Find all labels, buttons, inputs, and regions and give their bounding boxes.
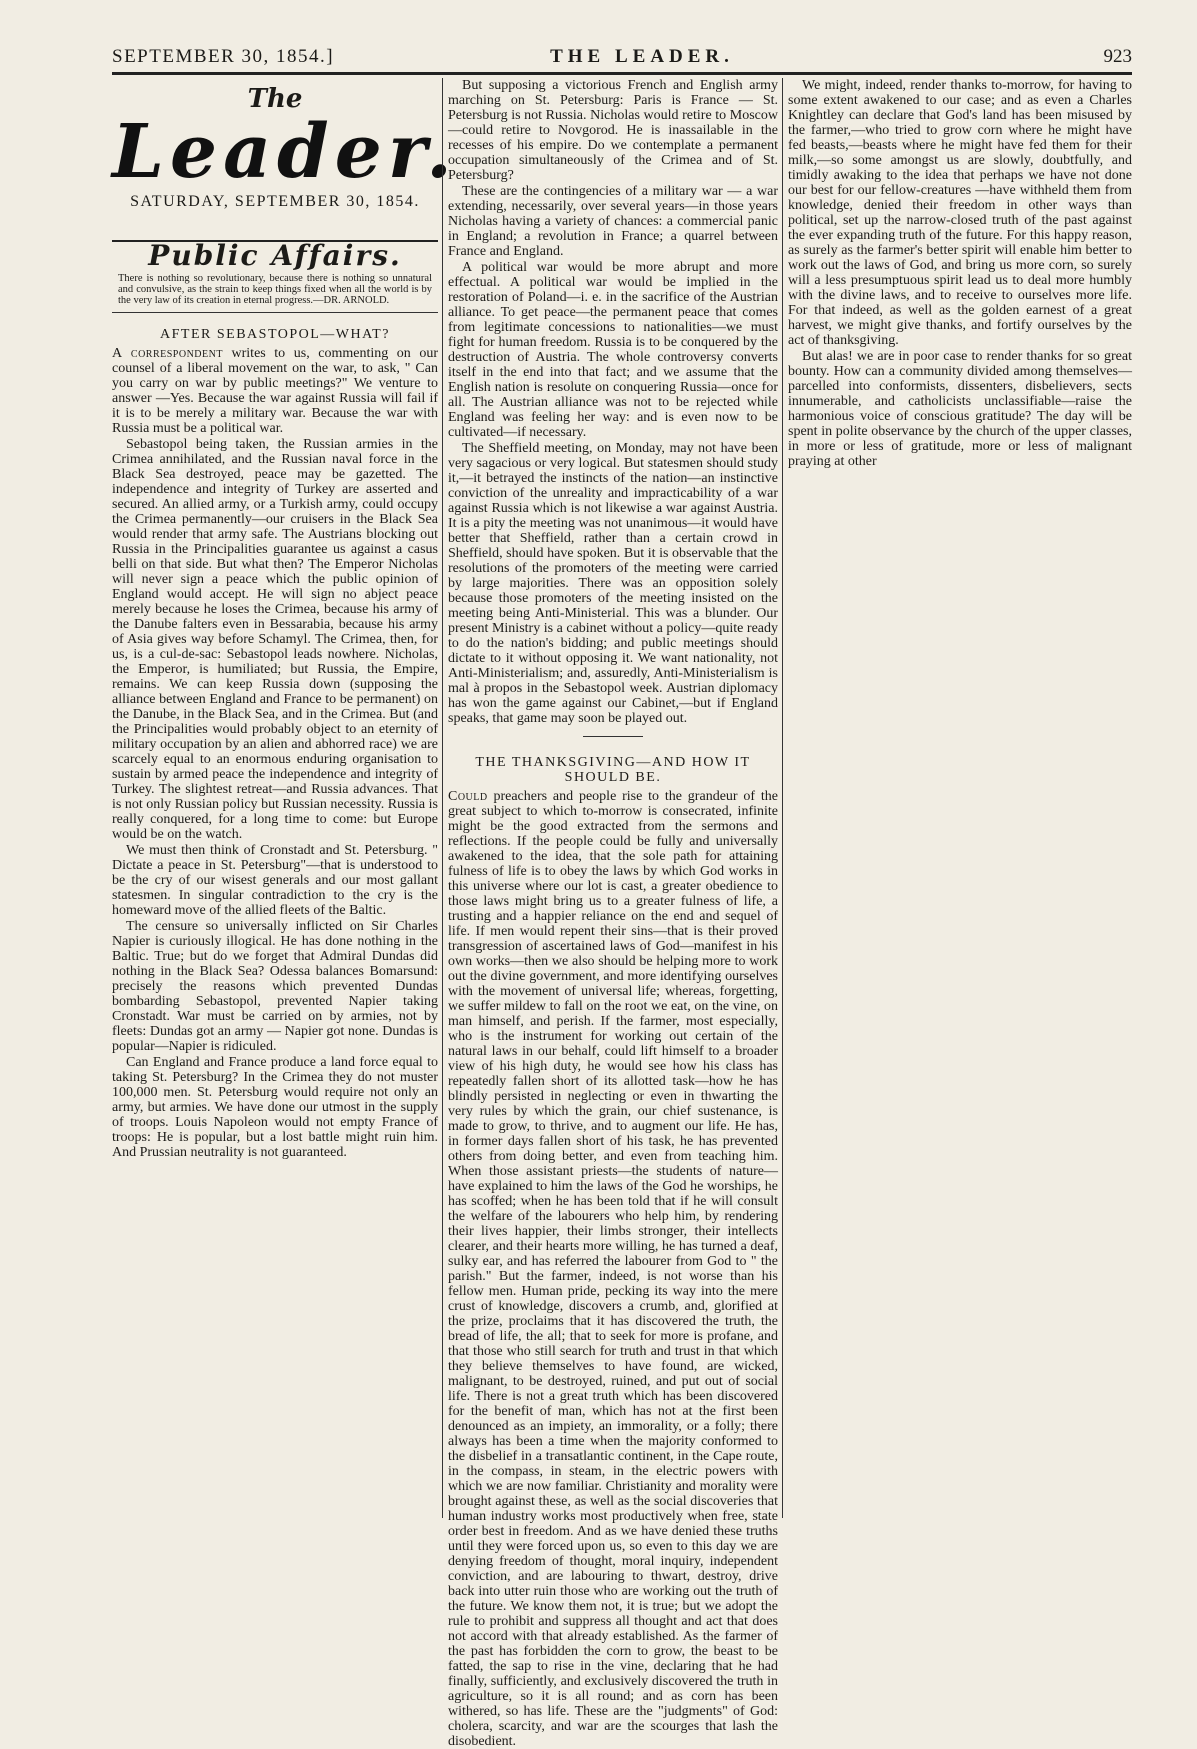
epigraph: There is nothing so revolutionary, because there is nothing so unnatural and convulsive, as the strain to keep things fixed when all the world is by the very law of its creation in eternal progress.—DR. ARNOLD. — [112, 273, 438, 313]
article-heading: AFTER SEBASTOPOL—WHAT? — [160, 327, 390, 342]
masthead-prefix: The — [247, 84, 303, 114]
column-2 — [448, 78, 778, 1749]
section-title: Public Affairs. — [148, 239, 402, 272]
article-paragraph: A political war would be more abrupt and more effectual. A political war would be implied in the restoration of Poland—i. e. in the sacrifice of the Austrian alliance. To get peace—the permanent peace that comes from legitimate concessions to nationalities—we must fight for human freedom. Russia is to be conquered by the destruction of Austria. The whole controversy converts itself in the end into that fact; and we assume that the English nation is resolute on conquering Russia—once for all. The Austrian alliance was not to be rejected while England was feeling her way: and is even now to be cultivated—if necessary. — [448, 260, 778, 440]
article-paragraph: Sebastopol being taken, the Russian armies in the Crimea annihilated, and the Russian naval force in the Black Sea destroyed, peace may be gazetted. The independence and integrity of Turkey are asserted and secured. An allied army, or a Turkish army, could occupy the Crimea permanently—our cruisers in the Black Sea would render that army safe. The Austrians blocking out Russia in the Principalities guarantee us against a casus belli on that side. But what then? The Emperor Nicholas will never sign a peace which the public opinion of England would accept. He will sign no abject peace merely because he loses the Crimea, because his army of the Danube falters even in Bessarabia, because his army of Asia gives way before Schamyl. The Crimea, then, for us, is a cul-de-sac: Sebastopol leads nowhere. Nicholas, the Emperor, is humiliated; but Russia, the Empire, remains. We can keep Russia down (supposing the alliance between England and France to be permanent) on the Danube, in the Black Sea, and in the Crimea. But (and the Principalities would probably object to an eternity of military occupation by an alien and abhorred race) we are scarcely equal to an enormous enduring organisation to sustain by armed peace the independence and integrity of Turkey. The slightest retreat—and Russia advances. That is not only Russian policy but Russian necessity. Russia is really conquered, for a long time to come: but Europe would be on the watch. — [112, 437, 438, 842]
article-heading: THE THANKSGIVING—AND HOW IT SHOULD BE. — [475, 755, 751, 785]
lead-in-text: preachers and people rise to the grandeur of the great subject to which to-morrow is consecrated, infinite might be the good extracted from the sermons and reflections. If the people could be fully and universally awakened to the idea, that the sole path for attaining fulness of life is to obey the laws by which God works in this universe where our lot is cast, a greater obedience to those laws might bring us to a greater fulness of life, a trusting and a happier reliance on the end and sequel of life. If men would repent their sins—that is their proved transgression of ascertained laws of God—manifest in his own works—then we also should be helping more to work out the divine government, and more identifying ourselves with the movement of universal life; whereas, forgetting, we suffer mildew to fall on the root we eat, on the vine, on man himself, and perish. If the farmer, most especially, who is the instrument for working out certain of the natural laws in our behalf, could lift himself to a broader view of his high duty, he would see how his class has repeatedly fallen short of its allotted task—how he has blindly persisted in neglecting or even in thwarting the very rules by which the grain, our chief sustenance, is made to grow, to thrive, and to augment our life. He has, in former days fallen short of his task, he has prevented others from doing better, and even from teaching him. When those assistant priests—the students of nature—have explained to him the laws of the God he worships, he has scoffed; when he has been told that if he will consult the welfare of the labourers who help him, by rendering their lives happier, their limbs stronger, their intellects clearer, and their hearts more willing, he has turned a deaf, sulky ear, and has referred the labourer from God to " the parish." But the farmer, indeed, is not worse than his fellow men. Human pride, pecking its way into the mere crust of knowledge, discovers a crumb, and, glorified at the prize, proclaims that it has discovered the truth, the bread of life, the all; that to seek for more is profane, and that those who still search for truth and trust in that which they believe themselves to have found, are wicked, malignant, to be destroyed, ruined, and put out of social life. There is not a great truth which has been discovered for the benefit of man, which has not at the first been denounced as an impiety, an immorality, or a folly; there always has been a time when the majority conformed to the disbelief in a transatlantic continent, in the Cape route, in the compass, in steam, in the electric powers with which we are now familiar. Christianity and morality were brought against these, as well as the social discoveries that human industry works most productively when free, state order best in freedom. And as we have denied these truths until they were forced upon us, so even to this day we are denying freedom of thought, moral inquiry, independent conviction, and are labouring to thwart, destroy, drive back into utter ruin those who are working out the truth of the future. We know them not, it is true; but we adopt the rule to prohibit and suppress all thought and act that does not accord with that already established. As the farmer of the past has forbidden the corn to grow, the beast to be fatted, the sap to rise in the vine, declaring that he had finally, sufficiently, and exclusively discovered the truth in agriculture, so it is all round; and as corn has been withered, so has life. These are the "judgments" of God: cholera, scarcity, and war are the scourges that lash the disobedient. — [448, 789, 778, 1749]
lead-in-caps: Could — [448, 789, 488, 804]
article-paragraph: But supposing a victorious French and English army marching on St. Petersburg: Paris is France — St. Petersburg is not Russia. Nicholas would retire to Moscow—could retire to Novgorod. He is inassailable in the recesses of his empire. Do we contemplate a permanent occupation simultaneously of the Crimea and of St. Petersburg? — [448, 78, 778, 183]
page-number: 923 — [1103, 46, 1132, 67]
newspaper-title: THE LEADER. — [550, 46, 734, 67]
header-rule — [112, 72, 1132, 75]
article-paragraph: But alas! we are in poor case to render thanks for so great bounty. How can a community divided among themselves—parcelled into conformists, dissenters, disbelievers, sects innumerable, and catholicists unclassifiable—raise the harmonious voice of conscious gratitude? The day will be spent in polite observance by the church of the upper classes, in more or less of gratitude, more or less of malignant praying at other — [788, 349, 1132, 469]
lead-in-text: writes to us, commenting on our counsel of a liberal movement on the war, to ask, " Can you carry on war by public meetings?" We venture to answer —Yes. Because the war against Russia will fail if it is to be merely a military war. Because the war with Russia must be a political war. — [112, 346, 439, 436]
masthead — [112, 78, 458, 236]
article-paragraph: The censure so universally inflicted on Sir Charles Napier is curiously illogical. He has done nothing in the Baltic. True; but do we forget that Admiral Dundas did nothing in the Black Sea? Odessa balances Bomarsund: precisely the reasons which prevented Dundas bombarding Sebastopol, prevented Napier taking Cronstadt. War must be carried on by armies, not by fleets: Dundas got an army — Napier got none. Dundas is popular—Napier is ridiculed. — [112, 919, 438, 1054]
masthead-title: Leader. — [112, 109, 458, 195]
column-1 — [112, 78, 458, 1518]
article-separator — [583, 736, 643, 737]
article-paragraph — [112, 346, 438, 436]
masthead-date: SATURDAY, SEPTEMBER 30, 1854. — [130, 193, 420, 210]
article-paragraph: We might, indeed, render thanks to-morrow, for having to some extent awakened to our case; and as even a Charles Knightley can declare that God's land has been misused by the farmer,—who tried to grow corn where he might have fed beasts,—beasts where he might have fed them for their milk,—so some amongst us are slowly, doubtfully, and timidly awaking to the idea that perhaps we have not done our best for our fellow-creatures —have withheld them from knowledge, denied their freedom in other ways than political, set up the narrow-closed truth of the past against the ever expanding truth of the future. For this happy reason, as surely as the farmer's better spirit will enable him better to work out the laws of God, and bring us more corn, so surely will a less presumptuous spirit lead us to deal more humbly with the divine laws, and to receive to ourselves more life. For that indeed, as well as the golden earnest of a great harvest, we might give thanks, and fortify ourselves by the act of thanksgiving. — [788, 78, 1132, 348]
article-paragraph — [448, 789, 778, 1749]
article-paragraph: The Sheffield meeting, on Monday, may not have been very sagacious or very logical. But statesmen should study it,—it betrayed the instincts of the nation—an instinctive conviction of the unreality and impracticability of a war against Russia which is not likewise a war against Austria. It is a pity the meeting was not unanimous—it would have better that Sheffield, rather than a certain crowd in Sheffield, should have spoken. But it is observable that the resolutions of the promoters of the meeting were carried by large majorities. There was an opposition solely because those promoters of the meeting insisted on the meeting being Anti-Ministerial. This was a blunder. Our present Ministry is a cabinet without a policy—quite ready to do the nation's bidding; and public meetings should dictate to it without opposing it. We want nationality, not Anti-Ministerialism; and, assuredly, Anti-Ministerialism is mal à propos in the Sebastopol week. Austrian diplomacy has won the game against our Cabinet,—but if England speaks, that game may soon be played out. — [448, 441, 778, 726]
lead-in-caps: A correspondent — [112, 346, 223, 361]
article-paragraph: Can England and France produce a land force equal to taking St. Petersburg? In the Crimea they do not muster 100,000 men. St. Petersburg would require not only an army, but armies. We have done our utmost in the supply of troops. Louis Napoleon would not empty France of troops: He is popular, but a lost battle might ruin him. And Prussian neutrality is not guaranteed. — [112, 1055, 438, 1160]
article-paragraph: These are the contingencies of a military war — a war extending, necessarily, over several years—in those years Nicholas having a variety of chances: a commercial panic in England; a revolution in France; a quarrel between France and England. — [448, 184, 778, 259]
article-paragraph: We must then think of Cronstadt and St. Petersburg. " Dictate a peace in St. Petersburg"—that is understood to be the cry of our wisest generals and our most gallant statesmen. In singular contradiction to the cry is the homeward move of the allied fleets of the Baltic. — [112, 843, 438, 918]
column-3 — [788, 78, 1132, 1518]
issue-date: SEPTEMBER 30, 1854.] — [112, 46, 335, 67]
